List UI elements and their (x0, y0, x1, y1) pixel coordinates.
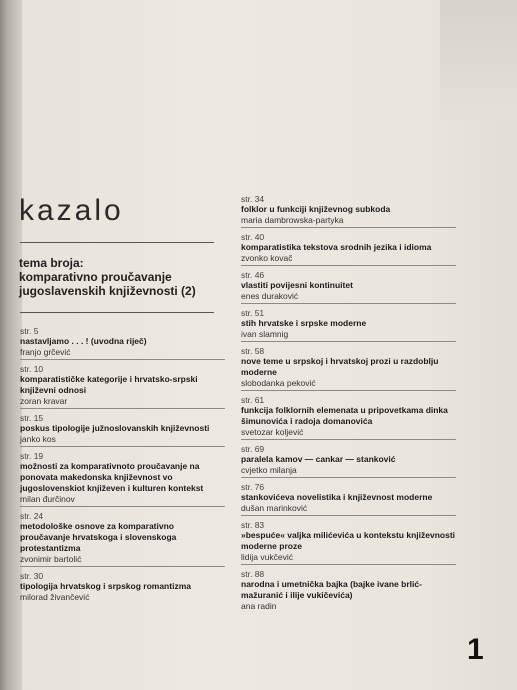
entry-author: ana radin (241, 601, 277, 611)
entry-title: komparatističke kategorije i hrvatsko-srpski književni odnosi (20, 374, 198, 395)
theme-rule (20, 312, 214, 313)
entry-author: franjo grčević (20, 347, 71, 357)
entry-title: možnosti za komparativnoto proučavanje na ponovata makedonska književnost vo jugoslovenskiot književen i kulturen kontekst (20, 461, 204, 493)
contents-entry (20, 451, 225, 507)
entry-page-ref: str. 5 (20, 326, 39, 336)
entry-title: poskus tipologije južnoslovanskih književnosti (20, 423, 210, 433)
entry-author: maria dambrowska-partyka (241, 215, 344, 225)
entry-author: janko kos (20, 434, 56, 444)
contents-entry (241, 520, 456, 565)
entry-page-ref: str. 51 (241, 308, 265, 318)
entry-page-ref: str. 88 (241, 569, 265, 579)
entry-author: slobodanka peković (241, 378, 316, 388)
entry-title: »bespuće« valjka milićevića u kontekstu književnosti moderne proze (241, 530, 456, 551)
entry-page-ref: str. 76 (241, 482, 265, 492)
entry-page-ref: str. 34 (241, 194, 265, 204)
contents-entry (20, 364, 225, 409)
entry-title: stih hrvatske i srpske moderne (241, 318, 367, 328)
entry-title: funkcija folklornih elemenata u pripovetkama dinka šimunovića i radoja domanovića (241, 405, 448, 426)
title-rule (20, 242, 214, 243)
entry-page-ref: str. 30 (20, 571, 44, 581)
contents-entry (241, 270, 456, 304)
entry-author: cvjetko milanja (241, 465, 297, 475)
entry-author: enes duraković (241, 291, 299, 301)
entry-title: narodna i umetnička bajka (bajke ivane brlić-mažuranić i ilije vukičevića) (241, 579, 422, 600)
page-number: 1 (467, 633, 484, 666)
entry-author: milorad živančević (20, 592, 90, 602)
entry-title: komparatistika tekstova srodnih jezika i idioma (241, 242, 432, 252)
entry-author: milan đurčinov (20, 494, 75, 504)
entry-author: zvonko kovač (241, 253, 293, 263)
entry-author: svetozar koljević (241, 427, 304, 437)
entry-author: dušan marinković (241, 503, 308, 513)
contents-entry (241, 444, 456, 478)
page-title: kazalo (19, 194, 124, 227)
contents-entry (20, 413, 225, 447)
entry-page-ref: str. 24 (20, 511, 44, 521)
contents-entry (20, 571, 225, 604)
contents-entry (241, 346, 456, 391)
show-through-text (230, 0, 440, 190)
contents-entry (20, 511, 225, 567)
contents-entry (20, 326, 225, 360)
entry-page-ref: str. 58 (241, 346, 265, 356)
entry-title: nove teme u srpskoj i hrvatskoj prozi u razdoblju moderne (241, 356, 439, 377)
entry-title: tipologija hrvatskog i srpskog romantizma (20, 581, 191, 591)
entry-author: lidija vukčević (241, 552, 293, 562)
book-spine-shadow (0, 0, 22, 690)
entry-page-ref: str. 10 (20, 364, 44, 374)
entry-page-ref: str. 19 (20, 451, 44, 461)
entry-title: folklor u funkciji književnog subkoda (241, 204, 391, 214)
entry-page-ref: str. 46 (241, 270, 265, 280)
contents-left-column (20, 326, 225, 608)
entry-page-ref: str. 61 (241, 395, 265, 405)
contents-entry (241, 308, 456, 342)
entry-title: vlastiti povijesni kontinuitet (241, 280, 353, 290)
facing-page-edge (440, 0, 517, 120)
entry-title: metodološke osnove za komparativno proučavanje hrvatskoga i slovenskoga protestantizma (20, 521, 177, 553)
contents-entry (241, 232, 456, 266)
entry-title: nastavljamo . . . ! (uvodna riječ) (20, 336, 147, 346)
entry-page-ref: str. 83 (241, 520, 265, 530)
entry-title: paralela kamov — cankar — stanković (241, 454, 396, 464)
contents-entry (241, 194, 456, 228)
entry-page-ref: str. 15 (20, 413, 44, 423)
theme-title: komparativno proučavanje jugoslavenskih književnosti (2) (19, 270, 196, 298)
theme-block (19, 256, 224, 298)
contents-entry (241, 395, 456, 440)
entry-author: zoran kravar (20, 396, 68, 406)
contents-entry (241, 569, 456, 613)
contents-right-column (241, 194, 456, 617)
entry-title: stankovićeva novelistika i književnost moderne (241, 492, 433, 502)
contents-entry (241, 482, 456, 516)
entry-author: zvonimir bartolić (20, 554, 82, 564)
entry-page-ref: str. 69 (241, 444, 265, 454)
entry-page-ref: str. 40 (241, 232, 265, 242)
theme-label: tema broja: (19, 256, 84, 270)
entry-author: ivan slamnig (241, 329, 289, 339)
